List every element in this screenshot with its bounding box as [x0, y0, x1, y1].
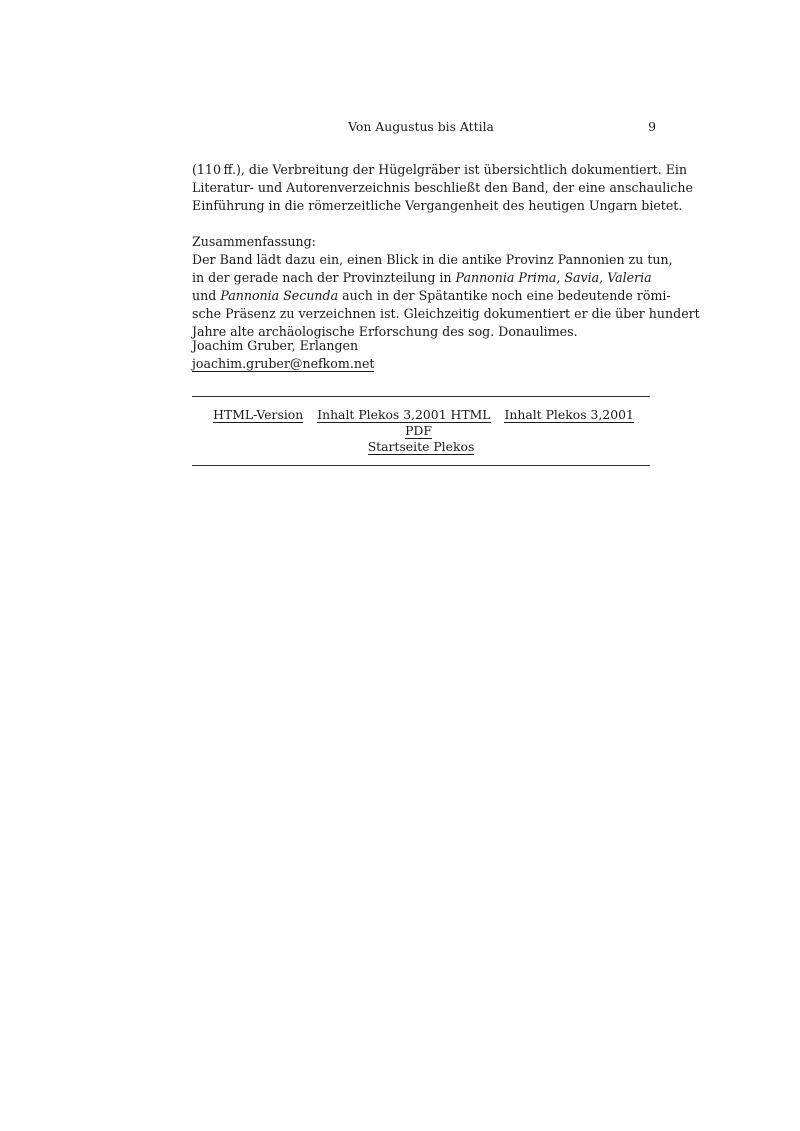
text-line: Literatur- und Autorenverzeichnis beschließt den Band, der eine anschauliche [192, 180, 693, 195]
running-title: Von Augustus bis Attila [348, 119, 494, 134]
inhalt-pdf-link[interactable]: Inhalt Plekos 3,2001 PDF [405, 407, 634, 438]
text-line: sche Präsenz zu verzeichnen ist. Gleichzeitig dokumentiert er die über hundert [192, 306, 700, 321]
province-name: Pannonia Secunda [220, 288, 339, 303]
author-name: Joachim Gruber, Erlangen [192, 338, 359, 353]
inhalt-html-link[interactable]: Inhalt Plekos 3,2001 HTML [317, 407, 491, 422]
nav-links-row [192, 407, 650, 439]
page-number: 9 [648, 119, 656, 134]
html-version-link[interactable]: HTML-Version [213, 407, 304, 422]
email-link[interactable]: joachim.gruber@nefkom.net [192, 356, 375, 371]
body-text [192, 161, 700, 341]
paragraph-conclusion [192, 161, 693, 215]
signature-block [192, 337, 374, 373]
divider [192, 465, 650, 466]
text-line: in der gerade nach der Provinzteilung in Pannonia Prima, Savia, Valeria [192, 270, 652, 285]
text-line: und Pannonia Secunda auch in der Spätantike noch eine bedeutende römi- [192, 288, 671, 303]
text-line: Jahre alte archäologische Erforschung des sog. Donaulimes. [192, 324, 578, 339]
startseite-link[interactable]: Startseite Plekos [367, 439, 475, 454]
divider [192, 396, 650, 397]
text-line: Der Band lädt dazu ein, einen Blick in die antike Provinz Pannonien zu tun, [192, 252, 673, 267]
province-names: Pannonia Prima, Savia, Valeria [455, 270, 652, 285]
nav-home-row [192, 439, 650, 455]
text-line: Einführung in die römerzeitliche Vergangenheit des heutigen Ungarn bietet. [192, 198, 683, 213]
summary-section [192, 233, 700, 341]
text-line: (110 ff.), die Verbreitung der Hügelgräber ist übersichtlich dokumentiert. Ein [192, 162, 688, 177]
summary-heading: Zusammenfassung: [192, 234, 316, 249]
